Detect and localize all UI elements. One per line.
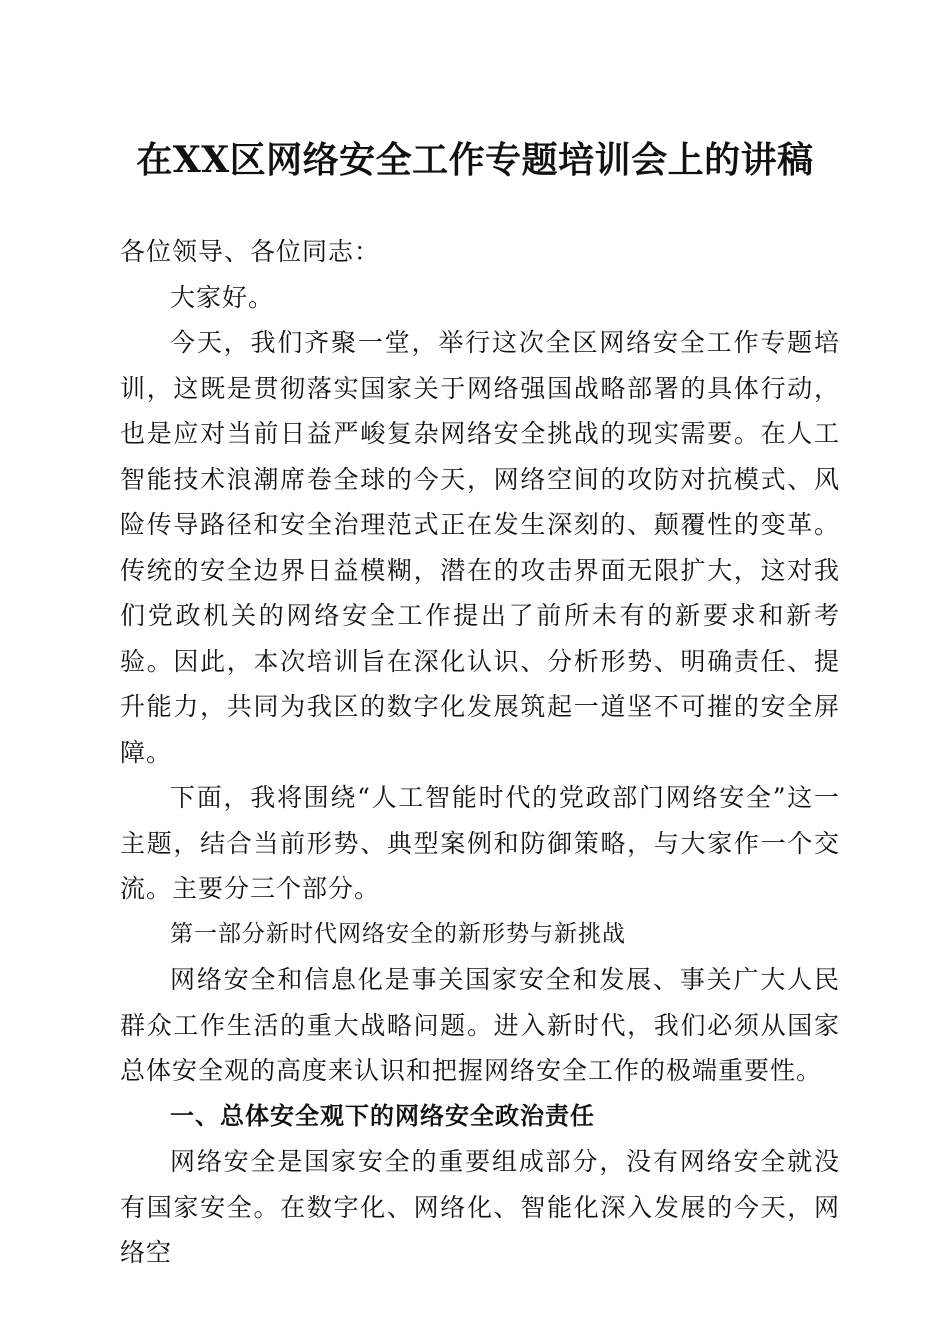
salutation: 各位领导、各位同志： bbox=[120, 237, 381, 266]
document-body bbox=[120, 229, 840, 1276]
section-intro-paragraph: 网络安全和信息化是事关国家安全和发展、事关广大人民群众工作生活的重大战略问题。进入新时代，我们必须从国家总体安全观的高度来认识和把握网络安全工作的极端重要性。 bbox=[120, 965, 840, 1085]
paragraph-intro: 今天，我们齐聚一堂，举行这次全区网络安全工作专题培训，这既是贯彻落实国家关于网络强国战略部署的具体行动，也是应对当前日益严峻复杂网络安全挑战的现实需要。在人工智能技术浪潮席卷全球的今天，网络空间的攻防对抗模式、风险传导路径和安全治理范式正在发生深刻的、颠覆性的变革。传统的安全边界日益模糊，潜在的攻击界面无限扩大，这对我们党政机关的网络安全工作提出了前所未有的新要求和新考验。因此，本次培训旨在深化认识、分析形势、明确责任、提升能力，共同为我区的数字化发展筑起一道坚不可摧的安全屏障。 bbox=[120, 328, 840, 767]
section-heading: 第一部分新时代网络安全的新形势与新挑战 bbox=[170, 920, 626, 947]
document-title: 在XX区网络安全工作专题培训会上的讲稿 bbox=[136, 139, 814, 181]
paragraph-outline: 下面，我将围绕“人工智能时代的党政部门网络安全”这一主题，结合当前形势、典型案例和防御策略，与大家作一个交流。主要分三个部分。 bbox=[120, 783, 840, 903]
greeting: 大家好。 bbox=[170, 282, 275, 312]
subsection-heading: 一、总体安全观下的网络安全政治责任 bbox=[170, 1101, 595, 1130]
subsection-paragraph: 网络安全是国家安全的重要组成部分，没有网络安全就没有国家安全。在数字化、网络化、智能化深入发展的今天，网络空 bbox=[120, 1147, 840, 1267]
